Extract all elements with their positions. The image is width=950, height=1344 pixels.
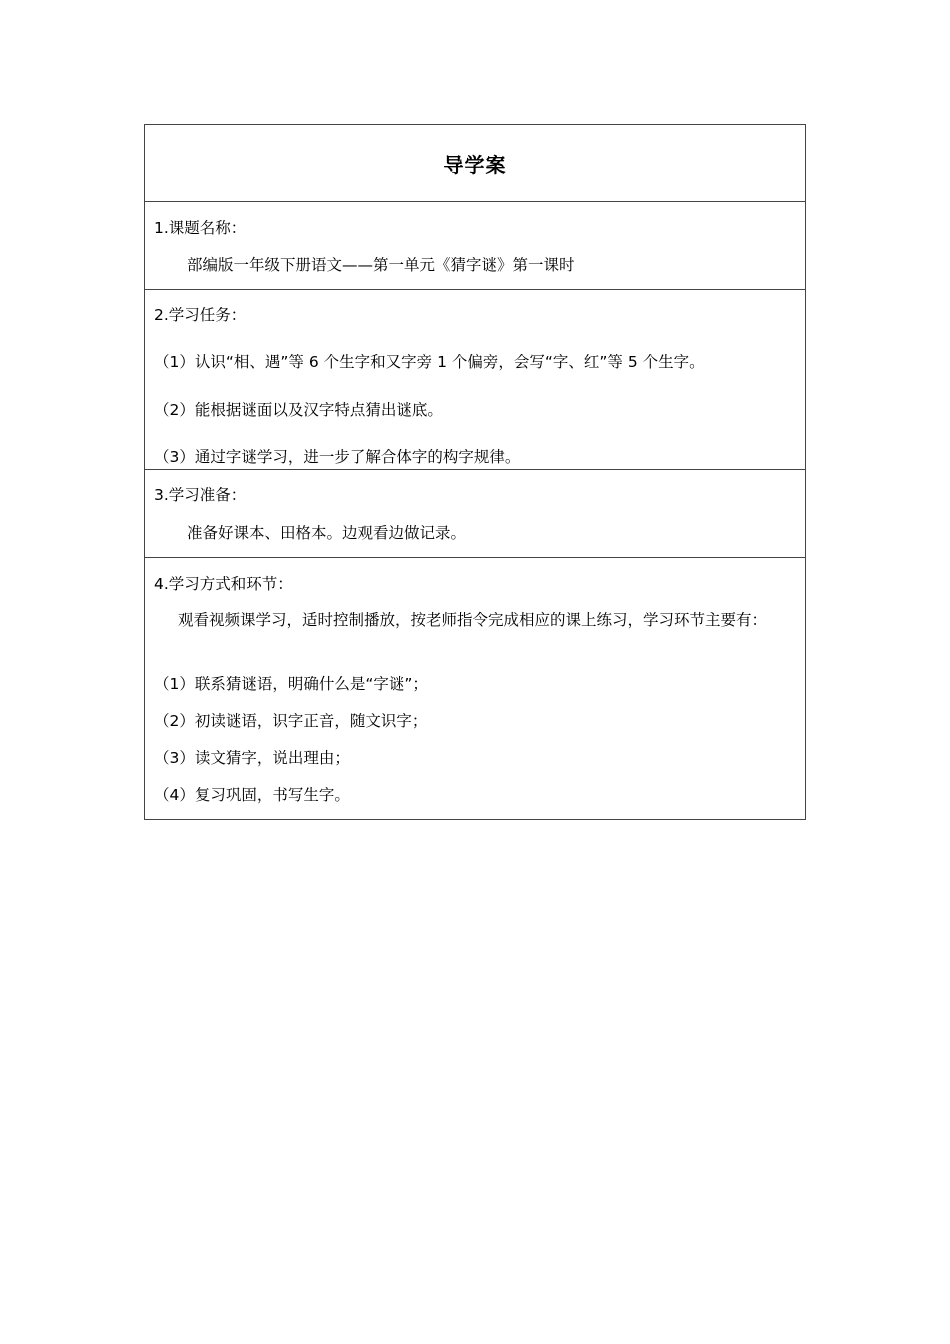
section-heading: 4.学习方式和环节： (154, 575, 293, 593)
step-item: （3）读文猜字，说出理由； (154, 749, 350, 767)
section-body: 准备好课本、田格本。边观看边做记录。 (187, 524, 467, 542)
document-title: 导学案 (443, 152, 507, 177)
lesson-plan-table (144, 124, 806, 820)
section-heading: 3.学习准备： (154, 486, 247, 504)
section-heading: 1.课题名称： (154, 219, 247, 237)
section-learning-tasks (145, 289, 805, 469)
title-row (145, 125, 805, 201)
section-preparation (145, 469, 805, 557)
step-item: （1）联系猜谜语，明确什么是“字谜”； (154, 675, 428, 693)
section-course-name (145, 201, 805, 289)
section-heading: 2.学习任务： (154, 306, 247, 324)
section-intro: 观看视频课学习，适时控制播放，按老师指令完成相应的课上练习，学习环节主要有： (178, 611, 768, 629)
section-body: 部编版一年级下册语文——第一单元《猜字谜》第一课时 (187, 256, 575, 274)
section-methods (145, 557, 805, 819)
task-item: （3）通过字谜学习，进一步了解合体字的构字规律。 (154, 448, 521, 466)
task-item: （2）能根据谜面以及汉字特点猜出谜底。 (154, 401, 443, 419)
step-item: （2）初读谜语，识字正音，随文识字； (154, 712, 428, 730)
step-item: （4）复习巩固，书写生字。 (154, 786, 350, 804)
task-item: （1）认识“相、遇”等 6 个生字和又字旁 1 个偏旁，会写“字、红”等 5 个生字。 (154, 353, 705, 371)
